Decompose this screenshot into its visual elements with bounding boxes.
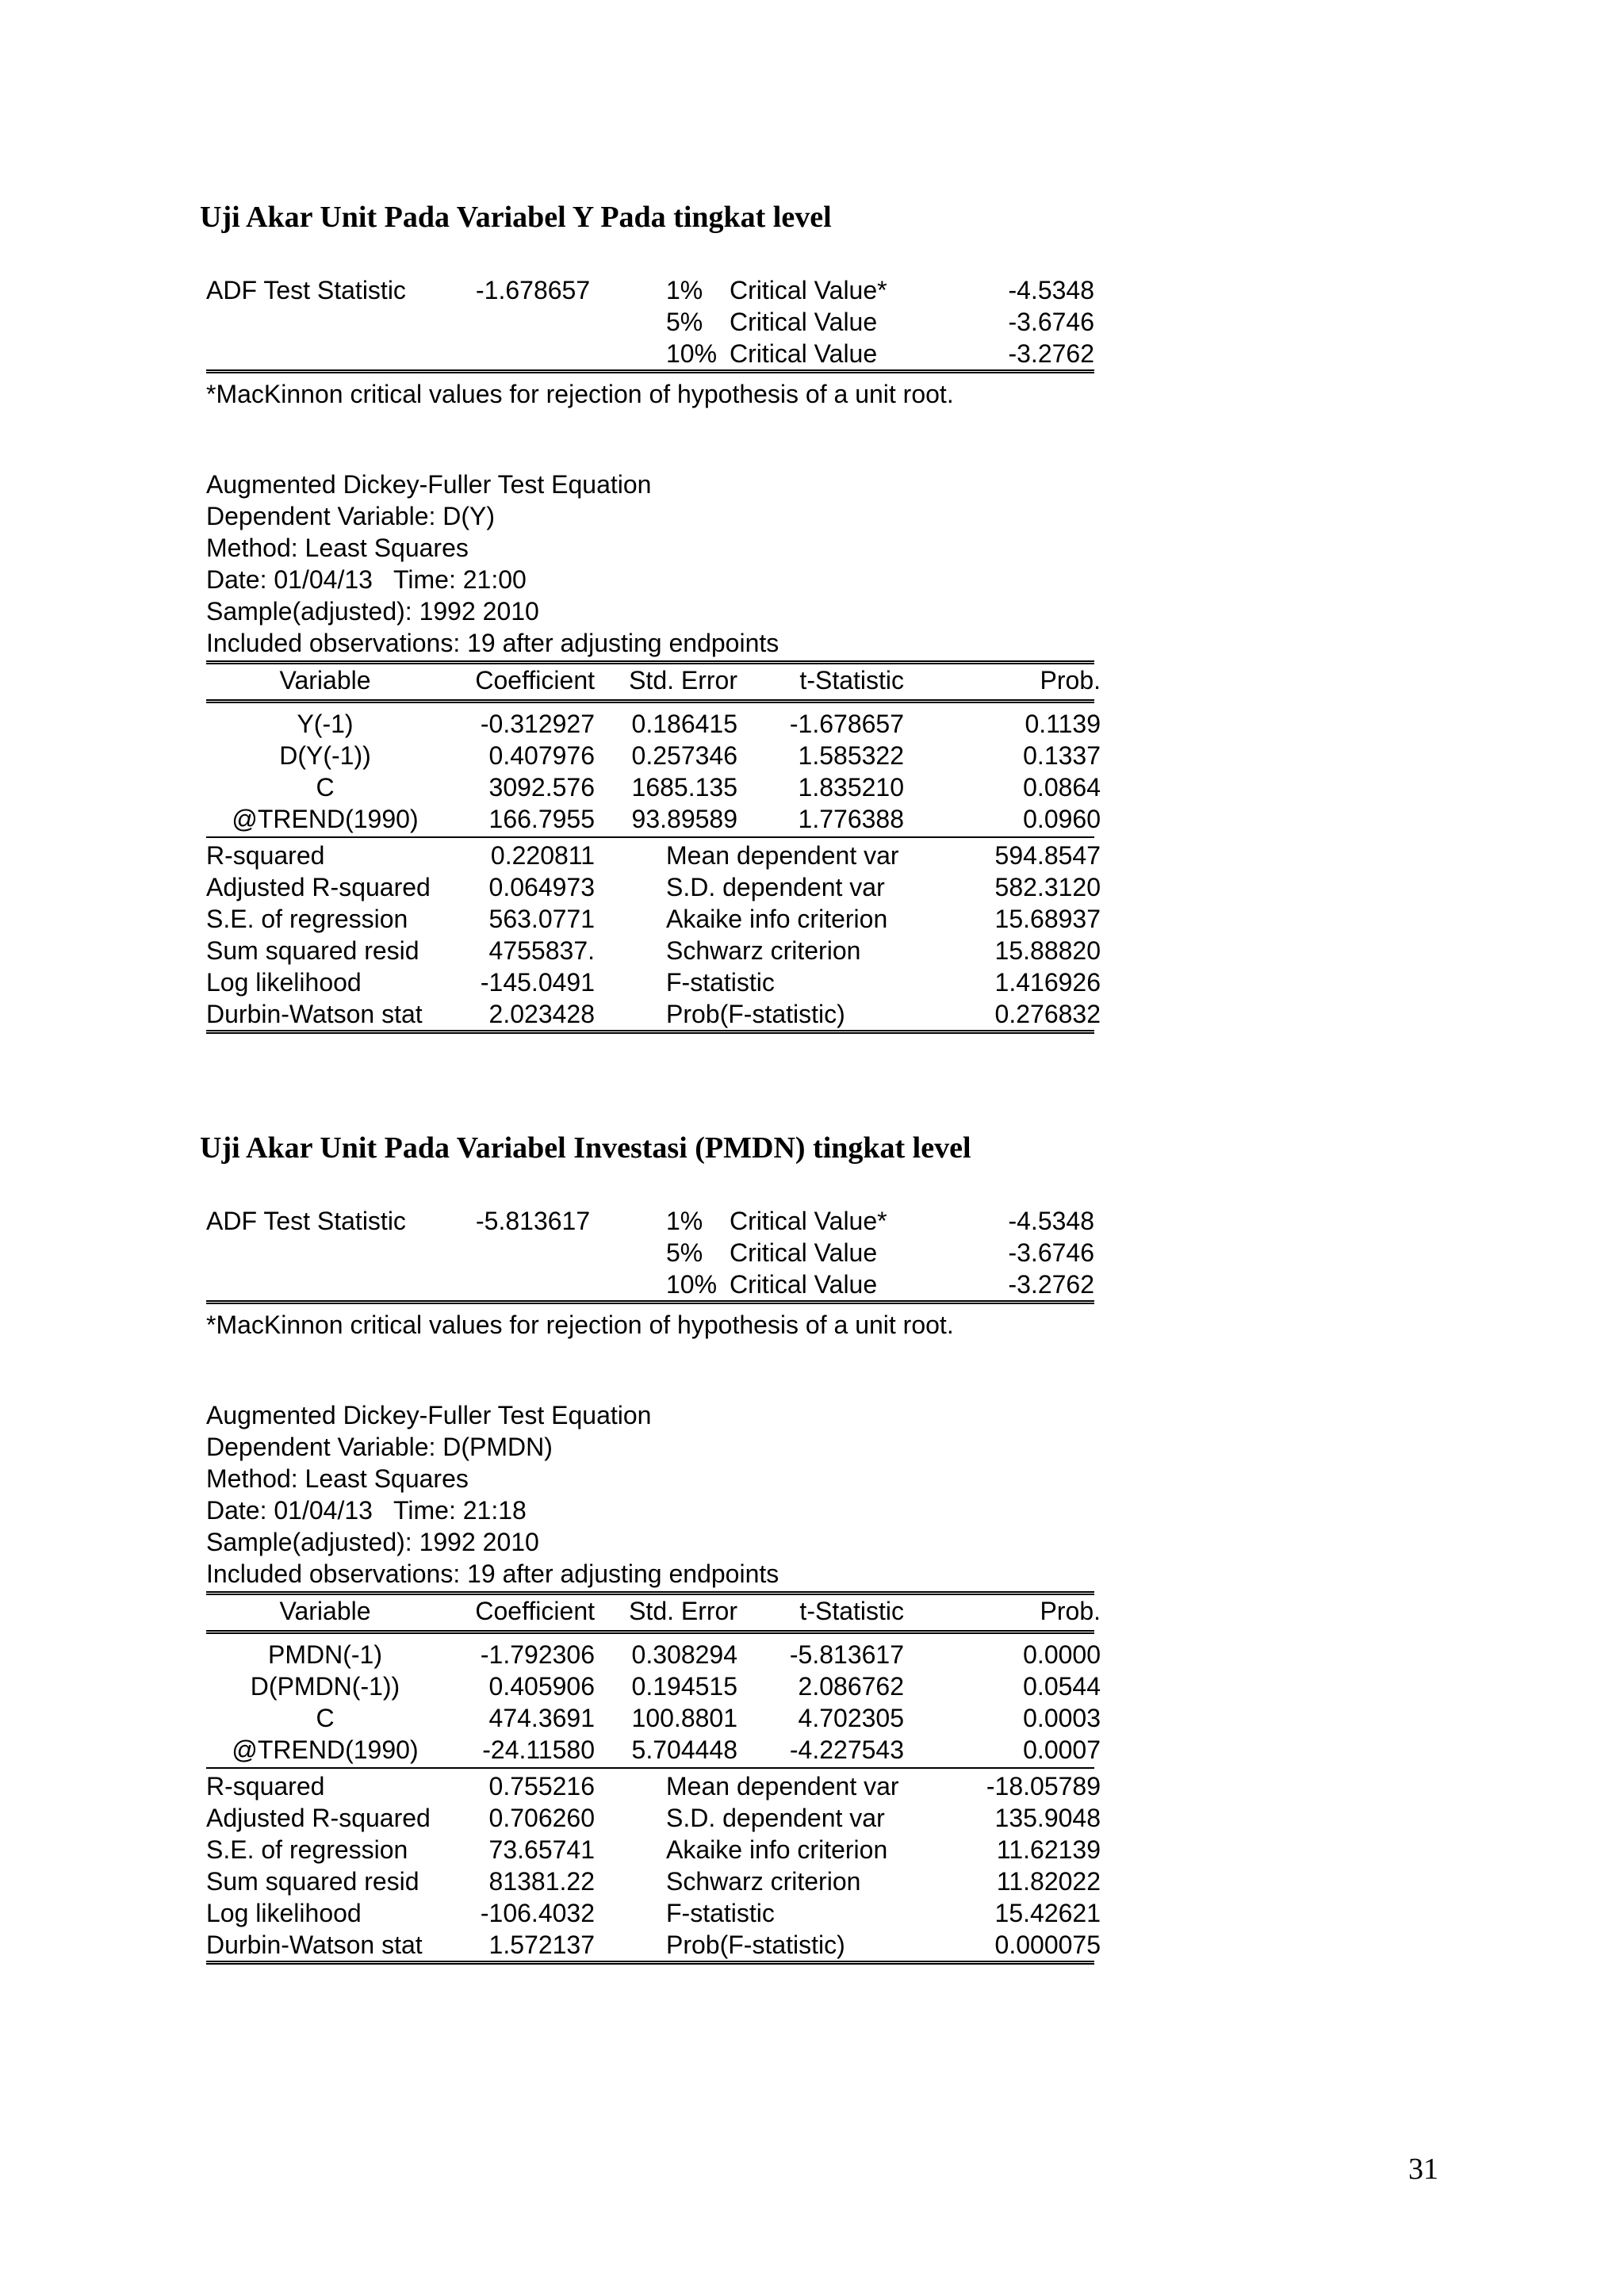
table-cell: Y(-1) [297, 710, 354, 738]
info-line: Included observations: 19 after adjusting endpoints [206, 1559, 779, 1588]
table-header [206, 660, 1101, 696]
stat-label: F-statistic [666, 1899, 775, 1927]
crit-label: Critical Value [730, 1270, 878, 1299]
table-cell: 0.405906 [488, 1672, 595, 1701]
stat-value: 2.023428 [488, 1000, 595, 1028]
table-cell: 3092.576 [488, 773, 595, 802]
table-row [206, 1639, 1101, 1670]
header-cell: Coefficient [475, 1597, 595, 1625]
stat-value: 1.572137 [488, 1931, 595, 1959]
stat-label: Adjusted R-squared [206, 873, 431, 901]
info-line: Date: 01/04/13 Time: 21:18 [206, 1496, 527, 1525]
section-y [198, 192, 1101, 1034]
table-cell: -1.792306 [480, 1640, 595, 1669]
stat-value: 15.42621 [994, 1899, 1101, 1927]
table-cell: 0.308294 [631, 1640, 737, 1669]
stat-value: 1.416926 [994, 968, 1101, 997]
stat-value: 81381.22 [488, 1867, 595, 1896]
crit-label: Critical Value [730, 339, 878, 368]
table-cell: 5.704448 [631, 1735, 737, 1764]
stat-label: Log likelihood [206, 1899, 362, 1927]
stat-label: S.D. dependent var [666, 873, 885, 901]
table-cell: 100.8801 [631, 1704, 737, 1732]
table-row [206, 1670, 1101, 1702]
stat-label: Durbin-Watson stat [206, 1000, 423, 1028]
info-line: Method: Least Squares [206, 1464, 469, 1493]
stat-value: 4755837. [488, 936, 595, 965]
divider [206, 369, 1094, 373]
table-cell: C [316, 773, 335, 802]
stat-value: 582.3120 [994, 873, 1101, 901]
table-row [206, 771, 1101, 803]
stat-value: 563.0771 [488, 905, 595, 933]
stat-value: -18.05789 [986, 1772, 1101, 1800]
header-cell: Variable [279, 1597, 371, 1625]
table-cell: 0.0544 [1023, 1672, 1101, 1701]
crit-value: -4.5348 [1008, 276, 1094, 304]
stat-label: Adjusted R-squared [206, 1804, 431, 1832]
stats-row [206, 935, 1101, 966]
stat-label: Sum squared resid [206, 936, 419, 965]
crit-value: -3.2762 [1008, 1270, 1094, 1299]
crit-level: 5% [666, 308, 703, 336]
stat-value: 135.9048 [994, 1804, 1101, 1832]
stats-row [206, 871, 1101, 903]
stat-value: 0.276832 [994, 1000, 1101, 1028]
header-cell: Prob. [1040, 1597, 1101, 1625]
stat-label: R-squared [206, 1772, 325, 1800]
stats-table [206, 836, 1101, 1034]
crit-label: Critical Value* [730, 1207, 887, 1235]
stats-row [206, 903, 1101, 935]
adf-value: -5.813617 [476, 1207, 591, 1235]
stat-value: -106.4032 [480, 1899, 595, 1927]
section-title: Uji Akar Unit Pada Variabel Y Pada tingkat level [200, 201, 832, 234]
table-cell: -4.227543 [789, 1735, 904, 1764]
stat-label: S.E. of regression [206, 1835, 408, 1864]
stat-value: 73.65741 [488, 1835, 595, 1864]
crit-label: Critical Value [730, 308, 878, 336]
stats-row [206, 1770, 1101, 1802]
table-cell: @TREND(1990) [232, 1735, 419, 1764]
info-line: Sample(adjusted): 1992 2010 [206, 597, 539, 626]
table-cell: 0.194515 [631, 1672, 737, 1701]
stat-value: 0.220811 [490, 841, 595, 870]
stat-label: R-squared [206, 841, 325, 870]
table-cell: @TREND(1990) [232, 805, 419, 833]
crit-value: -3.6746 [1008, 308, 1094, 336]
table-cell: 0.1139 [1025, 710, 1101, 738]
table-cell: D(PMDN(-1)) [250, 1672, 400, 1701]
stat-value: 11.62139 [996, 1835, 1101, 1864]
stat-label: S.D. dependent var [666, 1804, 885, 1832]
table-row [206, 803, 1101, 835]
stat-value: 594.8547 [994, 841, 1101, 870]
stat-label: Prob(F-statistic) [666, 1000, 845, 1028]
adf-value: -1.678657 [476, 276, 591, 304]
table-cell: 0.0864 [1023, 773, 1101, 802]
table-cell: -1.678657 [789, 710, 904, 738]
stats-row [206, 840, 1101, 871]
crit-level: 10% [666, 339, 718, 368]
info-line: Included observations: 19 after adjusting endpoints [206, 629, 779, 657]
section-title: Uji Akar Unit Pada Variabel Investasi (PMDN) tingkat level [200, 1131, 971, 1165]
section-pmdn [198, 1123, 1101, 1965]
stats-row [206, 966, 1101, 998]
stat-label: F-statistic [666, 968, 775, 997]
table-cell: 166.7955 [488, 805, 595, 833]
stat-label: Akaike info criterion [666, 1835, 888, 1864]
stat-label: Akaike info criterion [666, 905, 888, 933]
equation-info [206, 1399, 1094, 1590]
info-line: Dependent Variable: D(PMDN) [206, 1433, 553, 1461]
table-cell: 0.0960 [1023, 805, 1101, 833]
table-cell: 4.702305 [798, 1704, 904, 1732]
table-cell: 0.0000 [1023, 1640, 1101, 1669]
stat-label: Durbin-Watson stat [206, 1931, 423, 1959]
divider [206, 1300, 1094, 1304]
stat-label: S.E. of regression [206, 905, 408, 933]
table-header [206, 1591, 1101, 1627]
adf-summary [206, 274, 1094, 369]
header-cell: Std. Error [629, 1597, 737, 1625]
stat-value: 11.82022 [996, 1867, 1101, 1896]
stats-row [206, 1929, 1101, 1961]
crit-label: Critical Value [730, 1238, 878, 1267]
stat-label: Sum squared resid [206, 1867, 419, 1896]
stats-table [206, 1767, 1101, 1965]
crit-value: -3.2762 [1008, 339, 1094, 368]
crit-value: -4.5348 [1008, 1207, 1094, 1235]
stat-value: -145.0491 [480, 968, 595, 997]
stat-label: Mean dependent var [666, 1772, 899, 1800]
info-line: Augmented Dickey-Fuller Test Equation [206, 1401, 652, 1429]
table-cell: 474.3691 [488, 1704, 595, 1732]
table-row [206, 1702, 1101, 1734]
stat-value: 0.064973 [488, 873, 595, 901]
stat-label: Log likelihood [206, 968, 362, 997]
stat-value: 15.68937 [994, 905, 1101, 933]
equation-info [206, 469, 1094, 659]
table-cell: 0.186415 [631, 710, 737, 738]
table-cell: PMDN(-1) [268, 1640, 382, 1669]
table-cell: -0.312927 [480, 710, 595, 738]
stats-row [206, 1834, 1101, 1866]
info-line: Dependent Variable: D(Y) [206, 502, 496, 530]
table-cell: -5.813617 [789, 1640, 904, 1669]
stats-row [206, 1866, 1101, 1897]
header-cell: Coefficient [475, 666, 595, 695]
info-line: Date: 01/04/13 Time: 21:00 [206, 565, 527, 594]
table-cell: C [316, 1704, 335, 1732]
adf-summary [206, 1205, 1094, 1300]
stat-label: Schwarz criterion [666, 936, 861, 965]
crit-level: 1% [666, 276, 703, 304]
table-cell: -24.11580 [482, 1735, 595, 1764]
stat-value: 0.755216 [488, 1772, 595, 1800]
adf-label: ADF Test Statistic [206, 276, 406, 304]
table-cell: 1.585322 [798, 741, 904, 770]
crit-label: Critical Value* [730, 276, 887, 304]
header-cell: Std. Error [629, 666, 737, 695]
stat-label: Schwarz criterion [666, 1867, 861, 1896]
table-cell: 0.0007 [1023, 1735, 1101, 1764]
info-line: Sample(adjusted): 1992 2010 [206, 1528, 539, 1556]
table-row [206, 708, 1101, 740]
adf-label: ADF Test Statistic [206, 1207, 406, 1235]
coefficient-table [206, 699, 1101, 835]
stats-row [206, 998, 1101, 1030]
header-cell: t-Statistic [799, 666, 904, 695]
table-cell: 1.776388 [798, 805, 904, 833]
table-cell: 0.407976 [488, 741, 595, 770]
stat-value: 0.706260 [488, 1804, 595, 1832]
table-row [206, 740, 1101, 771]
crit-level: 5% [666, 1238, 703, 1267]
stats-row [206, 1897, 1101, 1929]
crit-level: 10% [666, 1270, 718, 1299]
table-cell: D(Y(-1)) [279, 741, 371, 770]
header-cell: t-Statistic [799, 1597, 904, 1625]
crit-value: -3.6746 [1008, 1238, 1094, 1267]
mackinnon-note: *MacKinnon critical values for rejection of hypothesis of a unit root. [206, 1311, 954, 1339]
table-cell: 1.835210 [798, 773, 904, 802]
table-cell: 2.086762 [798, 1672, 904, 1701]
header-cell: Prob. [1040, 666, 1101, 695]
table-row [206, 1734, 1101, 1766]
stat-label: Prob(F-statistic) [666, 1931, 845, 1959]
table-cell: 0.257346 [631, 741, 737, 770]
info-line: Augmented Dickey-Fuller Test Equation [206, 470, 652, 499]
stat-label: Mean dependent var [666, 841, 899, 870]
stat-value: 0.000075 [994, 1931, 1101, 1959]
table-cell: 0.0003 [1023, 1704, 1101, 1732]
crit-level: 1% [666, 1207, 703, 1235]
stat-value: 15.88820 [994, 936, 1101, 965]
page-number: 31 [1408, 2152, 1438, 2186]
table-cell: 0.1337 [1023, 741, 1101, 770]
info-line: Method: Least Squares [206, 534, 469, 562]
mackinnon-note: *MacKinnon critical values for rejection of hypothesis of a unit root. [206, 380, 954, 408]
coefficient-table [206, 1630, 1101, 1766]
stats-row [206, 1802, 1101, 1834]
table-cell: 1685.135 [631, 773, 737, 802]
table-cell: 93.89589 [631, 805, 737, 833]
header-cell: Variable [279, 666, 371, 695]
